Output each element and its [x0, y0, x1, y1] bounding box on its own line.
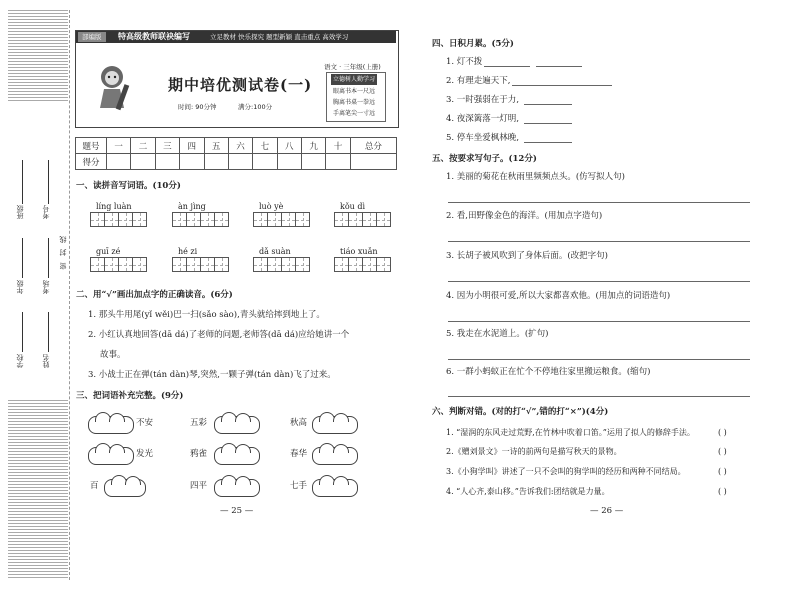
section-4-title: 四、日积月累。(5分) [432, 39, 514, 49]
edition-badge: 部编版 [78, 32, 106, 42]
grade-label: 年级 [16, 280, 24, 294]
question-item: 4. 夜深篱落一灯明, [446, 114, 520, 124]
idiom-fragment: 五彩 [190, 418, 208, 428]
pinyin: tiáo xuǎn [340, 247, 378, 256]
answer-line[interactable] [448, 202, 750, 203]
question-item: 4. “人心齐,泰山移。”告诉我们:团结就是力量。 [446, 487, 610, 496]
question-item: 5. 停车坐爱枫林晚, [446, 133, 520, 143]
subject-label: 语文 · 三年级(上册) [324, 63, 381, 71]
question-item: 故事。 [100, 350, 126, 360]
score-header-row: 题号 一 二 三 四 五 六 七 八 九 十 总分 [76, 138, 397, 154]
pinyin: luò yè [259, 202, 284, 211]
question-item: 3.《小狗学叫》讲述了一只不会叫的狗学叫的经历和两种不同结局。 [446, 467, 686, 476]
question-item: 3. 长胡子被风吹到了身体后面。(改把字句) [446, 251, 608, 261]
pinyin: líng luàn [96, 202, 132, 211]
judge-bracket[interactable]: ( ) [718, 487, 727, 496]
slogan: 特高级教师联袂编写 [118, 32, 190, 41]
answer-blank[interactable] [512, 85, 612, 86]
answer-line[interactable] [448, 281, 750, 282]
tagline: 立足教材 快乐探究 题型新颖 直击重点 高效学习 [210, 33, 349, 41]
question-item: 2. 有理走遍天下, [446, 76, 511, 86]
seal-label: 密 封 线 [59, 234, 67, 270]
answer-line[interactable] [448, 321, 750, 322]
idiom-fragment: 百 [90, 481, 99, 491]
binding-strip [0, 0, 72, 589]
answer-cloud[interactable] [88, 416, 134, 434]
question-item: 2. 小红认真地回答(dā dá)了老师的问题,老师答(dā dá)应给她讲一个 [88, 330, 350, 340]
answer-blank[interactable] [524, 123, 572, 124]
school-label: 学校 [16, 354, 24, 368]
exam-no-label: 考号 [42, 205, 50, 219]
answer-line[interactable] [448, 241, 750, 242]
idiom-fragment: 发光 [136, 449, 154, 459]
question-item: 1. 那头牛用尾(yǐ wěi)巴一扫(sǎo sào),青头就给摔到地上了。 [88, 310, 325, 320]
answer-blank[interactable] [484, 66, 530, 67]
exam-room-label: 考场 [42, 280, 50, 294]
answer-blank[interactable] [524, 104, 572, 105]
time-limit: 时间: 90分钟 [178, 103, 217, 111]
hatch-bottom [8, 400, 68, 578]
judge-bracket[interactable]: ( ) [718, 428, 727, 437]
pinyin: dǎ suàn [259, 247, 291, 256]
section-2-title: 二、用“√”画出加点字的正确读音。(6分) [76, 290, 233, 300]
question-item: 2.《赠刘景文》一诗的前两句是描写秋天的景物。 [446, 447, 622, 456]
score-entry-row: 得分 [76, 154, 397, 170]
name-label: 姓名 [42, 354, 50, 368]
section-3-title: 三、把词语补充完整。(9分) [76, 391, 184, 401]
idiom-fragment: 四平 [190, 481, 208, 491]
question-item: 3. 一时强弱在于力, [446, 95, 520, 105]
pinyin: kǒu dì [340, 202, 366, 211]
answer-cloud[interactable] [214, 447, 260, 465]
page-number: — 26 — [590, 506, 624, 516]
idiom-fragment: 春华 [290, 449, 308, 459]
section-5-title: 五、按要求写句子。(12分) [432, 154, 537, 164]
answer-cloud[interactable] [214, 479, 260, 497]
answer-cloud[interactable] [312, 447, 358, 465]
section-1-title: 一、读拼音写词语。(10分) [76, 181, 181, 191]
answer-blank[interactable] [536, 66, 582, 67]
exam-title: 期中培优测试卷(一) [168, 76, 313, 94]
pinyin: hé zi [178, 247, 198, 256]
motto-line: 眼离书本一尺远 [333, 88, 376, 95]
hatch-top [8, 10, 68, 102]
answer-cloud[interactable] [312, 416, 358, 434]
motto-box [326, 72, 386, 122]
answer-cloud[interactable] [104, 479, 146, 497]
answer-cloud[interactable] [88, 447, 134, 465]
question-item: 5. 我走在水泥道上。(扩句) [446, 329, 549, 339]
answer-cloud[interactable] [312, 479, 358, 497]
motto-line: 胸离书桌一拳远 [333, 99, 376, 106]
girl-mascot-icon [92, 62, 136, 114]
question-item: 4. 因为小明很可爱,所以大家都喜欢他。(用加点的词语造句) [446, 291, 671, 301]
idiom-fragment: 秋高 [290, 418, 308, 428]
question-item: 6. 一群小蚂蚁正在忙个不停地往家里搬运粮食。(缩句) [446, 367, 651, 377]
score-table [75, 137, 397, 170]
full-score: 满分:100分 [238, 103, 273, 111]
page-number: — 25 — [220, 506, 254, 516]
idiom-fragment: 不安 [136, 418, 154, 428]
pinyin: àn jìng [178, 202, 206, 211]
motto-line: 手离笔尖一寸远 [333, 110, 376, 117]
answer-line[interactable] [448, 396, 750, 397]
idiom-fragment: 鸦雀 [190, 449, 208, 459]
answer-blank[interactable] [524, 142, 572, 143]
answer-line[interactable] [448, 359, 750, 360]
idiom-fragment: 七手 [290, 481, 308, 491]
motto-title: 立德树人勤学习 [333, 76, 376, 83]
question-item: 2. 看,田野像金色的海洋。(用加点字造句) [446, 211, 603, 221]
question-item: 1. “湿润的东风走过荒野,在竹林中吹着口笛。”运用了拟人的修辞手法。 [446, 428, 695, 437]
question-item: 1. 美丽的菊花在秋雨里频频点头。(仿写拟人句) [446, 172, 625, 182]
question-item: 1. 灯不拨 [446, 57, 483, 67]
answer-cloud[interactable] [214, 416, 260, 434]
judge-bracket[interactable]: ( ) [718, 467, 727, 476]
judge-bracket[interactable]: ( ) [718, 447, 727, 456]
pinyin: guī zé [96, 247, 121, 256]
seal-line [69, 10, 70, 580]
section-6-title: 六、判断对错。(对的打“√”,错的打“×”)(4分) [432, 407, 609, 417]
question-item: 3. 小战士正在弹(tán dàn)琴,突然,一颗子弹(tán dàn)飞了过来。 [88, 370, 336, 380]
class-label: 班级 [16, 205, 24, 219]
